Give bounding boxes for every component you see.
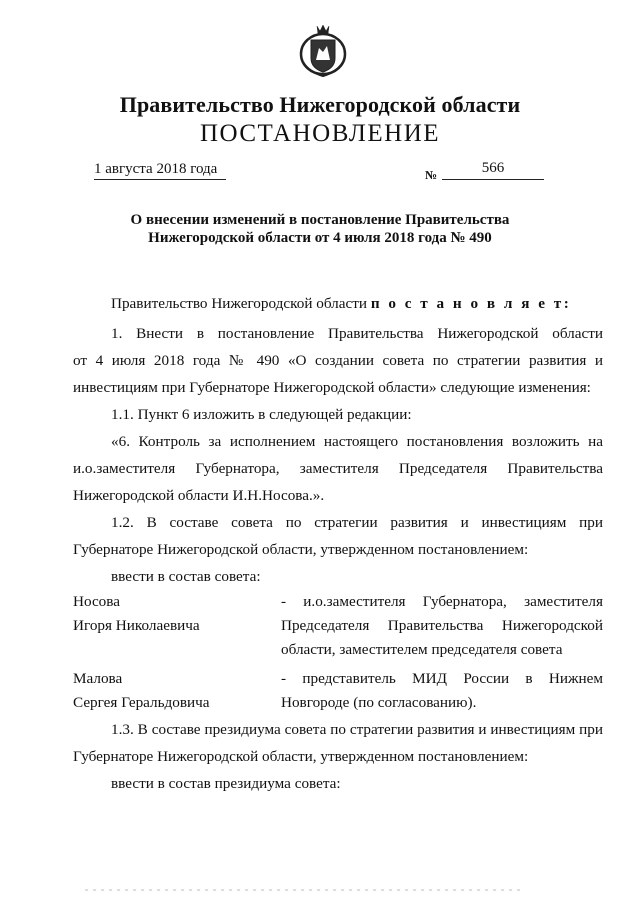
member-role-line: - и.о.заместителя Губернатора, заместителя xyxy=(281,593,603,610)
paragraph-1-line: 1. Внести в постановление Правительства Нижегородской области xyxy=(111,325,603,342)
document-number: 566 xyxy=(442,160,544,180)
member-given-name: Игоря Николаевича xyxy=(73,617,200,634)
paragraph-1-1: 1.1. Пункт 6 изложить в следующей редакции: xyxy=(111,406,412,423)
paragraph-1-2-line: ввести в состав совета: xyxy=(111,568,261,585)
document-subject xyxy=(0,211,640,247)
paragraph-1-3-line: Губернаторе Нижегородской области, утвержденном постановлением: xyxy=(73,748,529,765)
intro-text: Правительство Нижегородской области xyxy=(111,295,368,312)
member-given-name: Сергея Геральдовича xyxy=(73,694,210,711)
paragraph-1-1-quote-line: «6. Контроль за исполнением настоящего постановления возложить на xyxy=(111,433,603,450)
paragraph-1-2-line: 1.2. В составе совета по стратегии развития и инвестициям при xyxy=(111,514,603,531)
paragraph-1-3-line: 1.3. В составе президиума совета по стратегии развития и инвестициям при xyxy=(111,721,603,738)
paragraph-1-line: от 4 июля 2018 года № 490 «О создании совета по стратегии развития и xyxy=(73,352,603,369)
paragraph-1-1-quote-line: и.о.заместителя Губернатора, заместителя Председателя Правительства xyxy=(73,460,603,477)
document-type-title: ПОСТАНОВЛЕНИЕ xyxy=(199,120,441,147)
member-role-line: Новгороде (по согласованию). xyxy=(281,694,477,711)
subject-line: О внесении изменений в постановление Правительства xyxy=(130,212,510,228)
member-role-line: - представитель МИД России в Нижнем xyxy=(281,670,603,687)
paragraph-1-1-quote-line: Нижегородской области И.Н.Носова.». xyxy=(73,487,325,504)
coat-of-arms-emblem xyxy=(297,22,349,78)
scan-footer-marks xyxy=(0,888,640,892)
member-role-line: области, заместителем председателя совета xyxy=(281,641,563,658)
organization-title: Правительство Нижегородской области xyxy=(119,92,521,117)
paragraph-1-line: инвестициям при Губернаторе Нижегородской области» следующие изменения: xyxy=(73,379,591,396)
subject-line: Нижегородской области от 4 июля 2018 года № 490 xyxy=(148,230,492,246)
paragraph-1-3-line: ввести в состав президиума совета: xyxy=(111,775,341,792)
paragraph-1-2-line: Губернаторе Нижегородской области, утвержденном постановлением: xyxy=(73,541,529,558)
intro-paragraph xyxy=(73,295,603,313)
member-surname: Носова xyxy=(73,593,120,610)
document-date: 1 августа 2018 года xyxy=(94,161,226,180)
number-label: № xyxy=(425,168,438,182)
member-role-line: Председателя Правительства Нижегородской xyxy=(281,617,603,634)
member-surname: Малова xyxy=(73,670,123,687)
intro-emphasis: п о с т а н о в л я е т: xyxy=(370,295,572,312)
